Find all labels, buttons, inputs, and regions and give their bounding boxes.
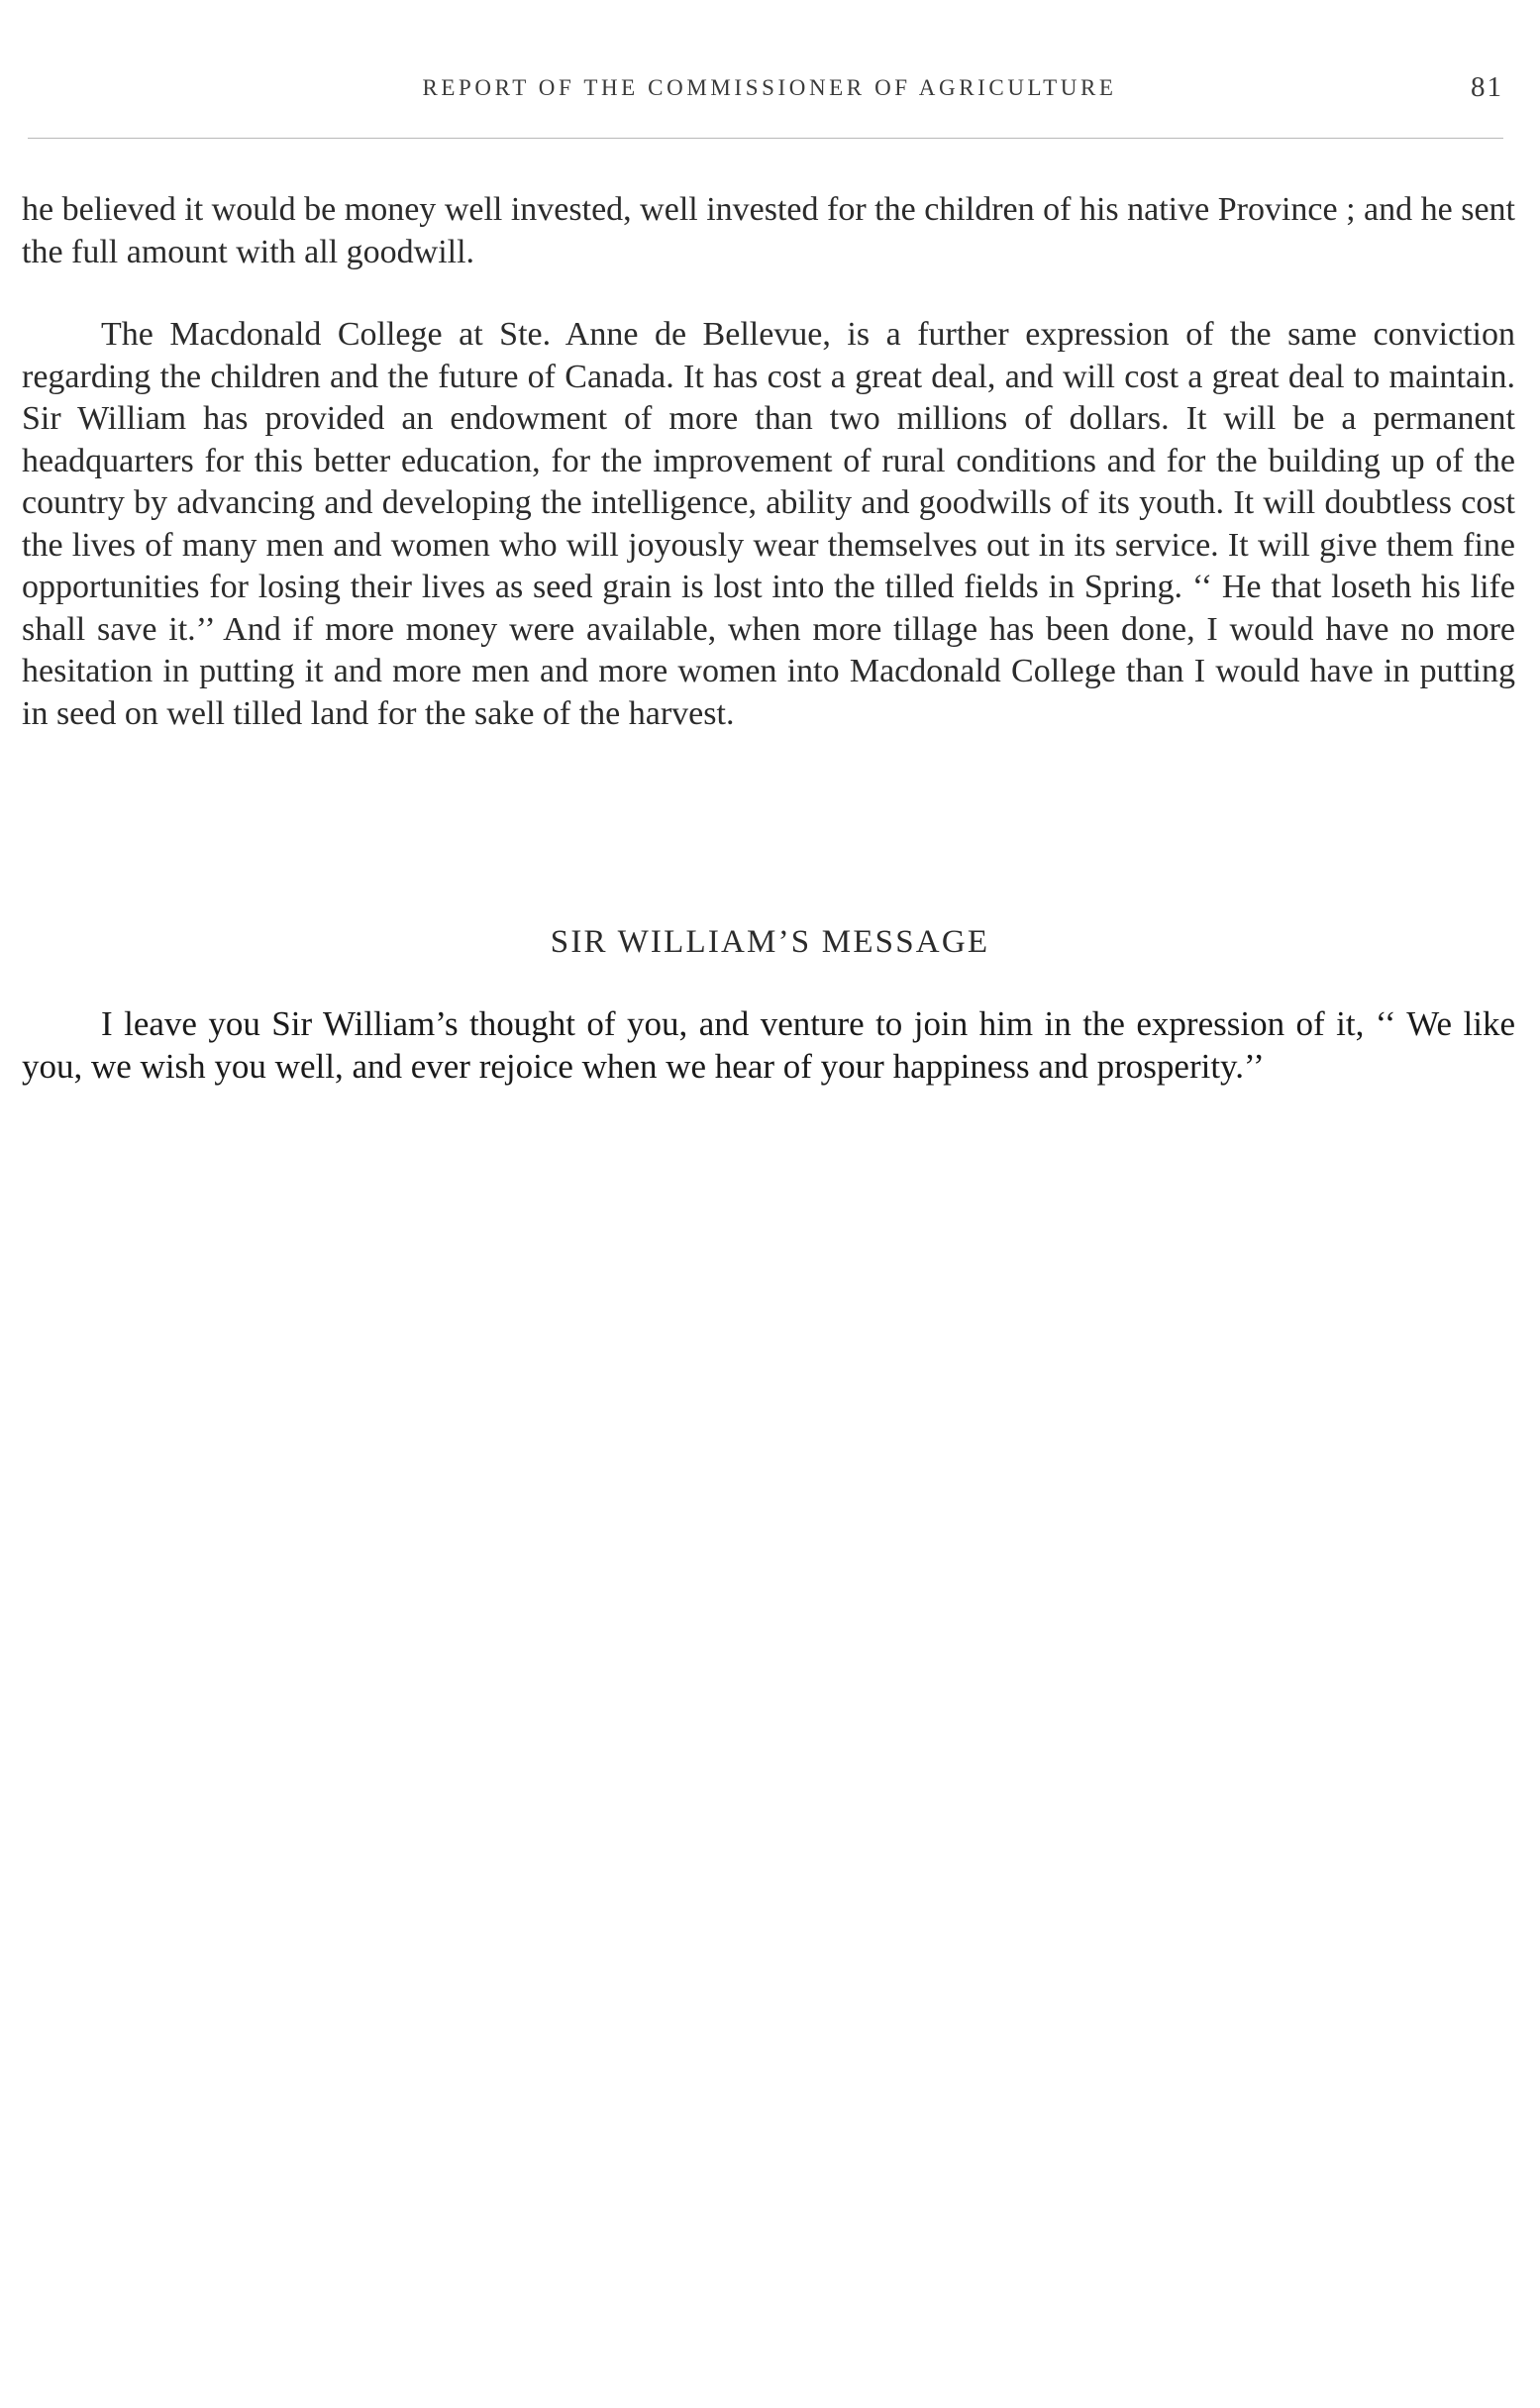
paragraph-macdonald-college: The Macdonald College at Ste. Anne de Bellevue, is a further expression of the same conviction regarding the children and the future of Canada. It has cost a great deal, and will cost a great deal to maintain. Sir William has provided an endowment of more than two millions of dollars. It will be a permanent headquarters for this better education, for the improvement of rural conditions and for the building up of the country by advancing and developing the intelligence, ability and goodwills of its youth. It will doubtless cost the lives of many men and women who will joyously wear themselves out in its service. It will give them fine opportunities for losing their lives as seed grain is lost into the tilled fields in Spring. ‘‘ He that loseth his life shall save it.’’ And if more money were available, when more tillage has been done, I would have no more hesitation in putting it and more men and more women into Macdonald College than I would have in putting in seed on well tilled land for the sake of the harvest.: [22, 316, 1515, 732]
paragraph-message: I leave you Sir William’s thought of you, and venture to join him in the expression of it, ‘‘ We like you, we wish you well, and ever rejoice when we hear of your happiness and prosperity.’’: [22, 1004, 1515, 1086]
header-rule: [28, 138, 1503, 139]
section-heading: SIR WILLIAM’S MESSAGE: [550, 924, 990, 960]
body-text: [22, 189, 1515, 735]
paragraph-continued: he believed it would be money well invested, well invested for the children of his native Province ; and he sent the full amount with all goodwill.: [22, 191, 1515, 270]
message-section: [22, 1002, 1515, 1088]
page-header: [28, 71, 1511, 115]
running-head: REPORT OF THE COMMISSIONER OF AGRICULTURE: [422, 75, 1117, 100]
page-number: 81: [1471, 71, 1503, 103]
